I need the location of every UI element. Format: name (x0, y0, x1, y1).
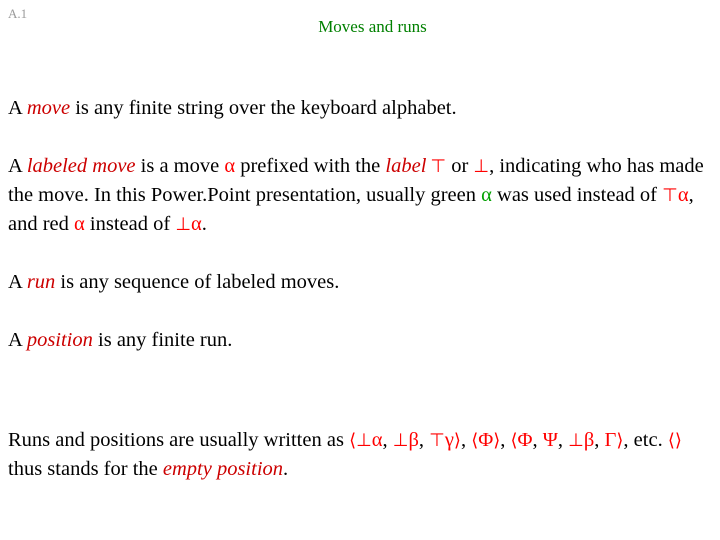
beta-symbol: β (583, 429, 595, 451)
angle-close-symbol: ⟩ (493, 430, 501, 451)
phi-symbol: Φ (517, 429, 533, 451)
alpha-symbol: α (371, 429, 383, 451)
top-symbol: ⊤ (430, 156, 447, 177)
psi-symbol: Ψ (542, 429, 558, 451)
phi-symbol: Φ (478, 429, 494, 451)
term-move: move (26, 97, 71, 119)
term-position: position (26, 329, 93, 351)
term-run: run (26, 271, 56, 293)
term-empty-position: empty position (162, 458, 284, 480)
angle-close-symbol: ⟩ (616, 430, 624, 451)
term-labeled-move: labeled move (26, 155, 136, 177)
alpha-symbol: α (677, 184, 689, 206)
bottom-symbol: ⊥ (356, 430, 372, 451)
beta-symbol: β (408, 429, 419, 451)
term-label: label (385, 155, 427, 177)
green-alpha-symbol: α (481, 184, 492, 206)
slide-number: A.1 (8, 6, 28, 21)
slide-title: Moves and runs (318, 17, 427, 36)
alpha-symbol: α (191, 213, 202, 235)
angle-open-symbol: ⟨ (471, 430, 479, 451)
paragraph-notation: Runs and positions are usually written as ⟨⊥α, ⊥β, ⊤γ⟩, ⟨Φ⟩, ⟨Φ, Ψ, ⊥β, Γ⟩, etc. ⟨⟩ thus stands for the empty position. (8, 429, 682, 480)
paragraph-move: A move is any finite string over the keyboard alphabet. (8, 97, 457, 119)
bottom-symbol: ⊥ (473, 156, 490, 177)
gamma-symbol: γ (444, 429, 454, 451)
angle-close-symbol: ⟩ (674, 430, 682, 451)
red-alpha-symbol: α (74, 213, 85, 235)
paragraph-run: A run is any sequence of labeled moves. (8, 271, 340, 293)
paragraph-labeled-move: A labeled move is a move α prefixed with the label ⊤ or ⊥, indicating who has made the move. In this Power.Point presentation, usually green α was used instead of ⊤α, and red α instead of ⊥α. (8, 155, 704, 235)
angle-open-symbol: ⟨ (667, 430, 675, 451)
bottom-symbol: ⊥ (568, 430, 584, 451)
angle-close-symbol: ⟩ (453, 430, 461, 451)
bottom-symbol: ⊥ (392, 430, 409, 451)
alpha-symbol: α (224, 155, 236, 177)
angle-open-symbol: ⟨ (510, 430, 518, 451)
top-symbol: ⊤ (662, 185, 678, 206)
top-symbol: ⊤ (429, 430, 445, 451)
bottom-symbol: ⊥ (175, 214, 191, 235)
paragraph-position: A position is any finite run. (8, 329, 233, 351)
angle-open-symbol: ⟨ (349, 430, 357, 451)
gamma-capital-symbol: Γ (604, 429, 617, 451)
